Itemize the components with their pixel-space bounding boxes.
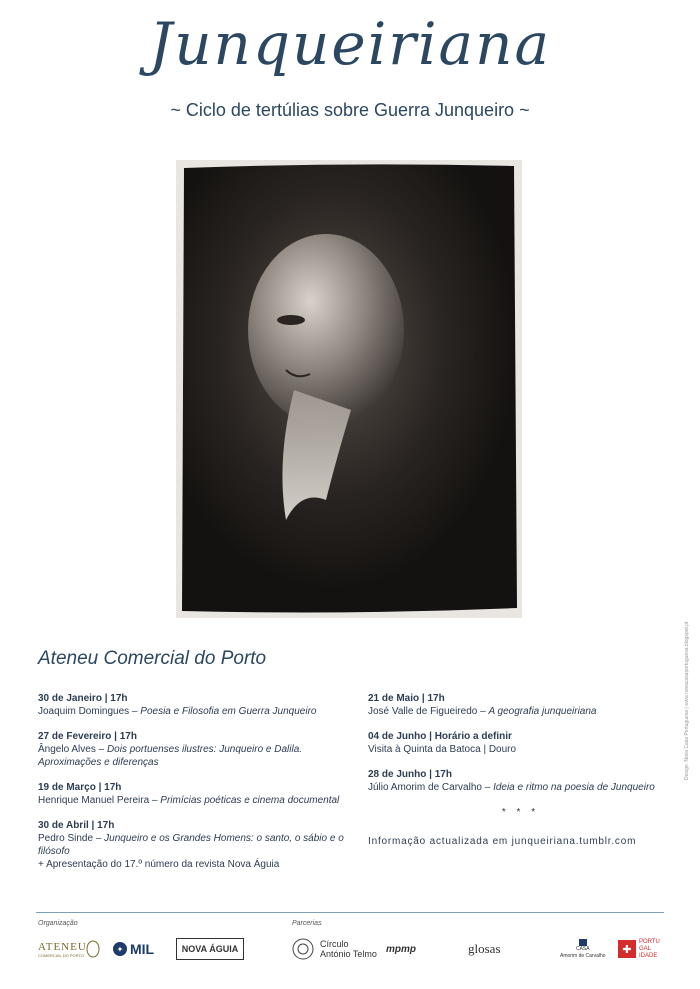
event-title: Poesia e Filosofia em Guerra Junqueiro [140, 706, 317, 717]
event-speaker: Visita à Quinta da Batoca | Douro [368, 744, 517, 755]
event-speaker: Joaquim Domingues – [38, 706, 141, 717]
event-date: 21 de Maio | 17h [368, 693, 445, 704]
poster-title: Junqueiriana [148, 10, 552, 78]
mpmp-logo-text: mpmp [386, 943, 416, 955]
portugalidade-logo-text: PORTU GAL IDADE [639, 938, 660, 959]
event-entry [38, 781, 350, 807]
event-title: Dois portuenses ilustres: Junqueiro e Dalila. Aproximações e diferenças [38, 744, 303, 768]
poster-subtitle: ~ Ciclo de tertúlias sobre Guerra Junqueiro ~ [170, 100, 530, 120]
event-date: 27 de Fevereiro | 17h [38, 731, 137, 742]
mil-logo [112, 938, 154, 960]
event-speaker: José Valle de Figueiredo – [368, 706, 489, 717]
parcerias-label: Parcerias [292, 920, 322, 927]
event-entry [38, 692, 350, 718]
event-speaker: Henrique Manuel Pereira – [38, 795, 161, 806]
event-title: Ideia e ritmo na poesia de Junqueiro [493, 782, 655, 793]
separator-stars: * * * [501, 807, 540, 818]
event-entry [368, 768, 673, 794]
circulo-logo [320, 938, 377, 960]
event-date: 30 de Janeiro | 17h [38, 693, 128, 704]
event-entry [38, 819, 350, 871]
event-extra: + Apresentação do 17.º número da revista Nova Águia [38, 859, 280, 870]
nova-aguia-logo [176, 938, 244, 960]
event-title: Primícias poéticas e cinema documental [160, 795, 340, 806]
svg-text:✚: ✚ [622, 943, 632, 956]
portugalidade-logo [618, 938, 663, 960]
events-left-column [38, 692, 350, 883]
events-right-column [368, 692, 673, 848]
casa-logo-text: CASA [575, 946, 590, 952]
ateneu-logo-subtext: COMERCIAL DO PORTO [38, 952, 84, 958]
circulo-logo-subtext: António Telmo [320, 949, 377, 959]
event-speaker: Pedro Sinde – [38, 833, 105, 844]
nova-aguia-logo-text: NOVA ÁGUIA [181, 944, 239, 954]
event-entry [368, 692, 673, 718]
venue-name: Ateneu Comercial do Porto [38, 648, 267, 669]
mil-logo-text: MIL [130, 941, 155, 957]
glosas-logo [468, 938, 501, 960]
info-line: Informação actualizada em junqueiriana.tumblr.com [368, 836, 637, 847]
event-speaker: Ângelo Alves – [38, 744, 107, 755]
mpmp-logo [386, 938, 416, 960]
footer-divider [36, 912, 664, 913]
portrait-photo [176, 160, 522, 618]
casa-amorim-logo [560, 938, 606, 960]
event-date: 28 de Junho | 17h [368, 769, 452, 780]
seal-icon [86, 938, 100, 960]
event-speaker: Júlio Amorim de Carvalho – [368, 782, 494, 793]
svg-text:✦: ✦ [116, 945, 124, 954]
circulo-logo-text: Círculo [320, 939, 349, 949]
event-date: 30 de Abril | 17h [38, 820, 115, 831]
event-date: 04 de Junho | Horário a definir [368, 731, 512, 742]
organizacao-label: Organização [38, 920, 78, 927]
event-entry [368, 730, 673, 756]
event-title: A geografia junqueiriana [488, 706, 597, 717]
design-credit: Design: Nova Casa Portuguesa | www.novacasaportuguesa.blogspot.pt [684, 621, 690, 780]
event-date: 19 de Março | 17h [38, 782, 122, 793]
glosas-logo-text: glosas [468, 941, 501, 956]
event-entry [38, 730, 350, 769]
event-title: Junqueiro e os Grandes Homens: o santo, o sábio e o filósofo [38, 833, 344, 857]
ateneu-logo [38, 938, 87, 960]
ateneu-logo-text: ATENEU [38, 940, 87, 953]
seal-emblem-icon [292, 938, 314, 960]
casa-logo-subtext: Amorim de Carvalho [560, 953, 606, 959]
